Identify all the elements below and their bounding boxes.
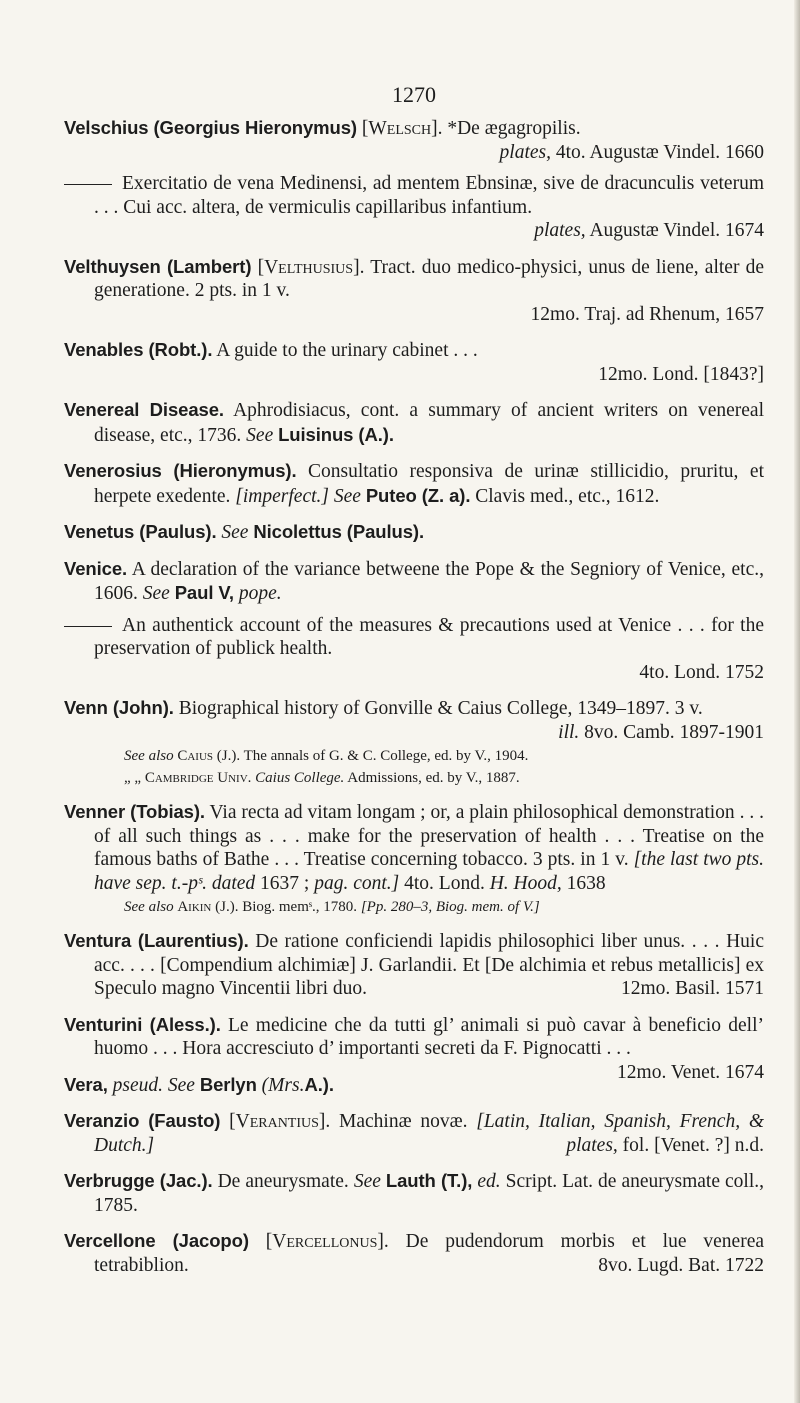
headword: Ventura (Laurentius). xyxy=(64,930,249,951)
entry-venables: Venables (Robt.). A guide to the urinary cabinet . . . 12mo. Lond. [1843?] xyxy=(64,339,764,385)
see-also-note: See also Aikin (J.). Biog. memˢ., 1780. [Pp. 280–3, Biog. mem. of V.] xyxy=(124,899,540,915)
ditto-dash xyxy=(64,626,112,627)
headword: Velschius (Georgius Hieronymus) xyxy=(64,117,357,138)
headword: Vera, xyxy=(64,1073,108,1095)
entry-venturini: Venturini (Aless.). Le medicine che da tutti gl’ animali si può cavar à beneficio dell’ huomo . . . Hora accresciuto d’ importanti secreti da F. Pignocatti . . . 12mo. Venet. 1674 xyxy=(64,1013,764,1083)
entry-venereal-disease: Venereal Disease. Aphrodisiacus, cont. a summary of ancient writers on venereal disease, etc., 1736. See Luisinus (A.). xyxy=(64,399,764,446)
entry-venice-authentick-account: An authentick account of the measures & precautions used at Venice . . . for the preservation of publick health. 4to. Lond. 1752 xyxy=(64,614,764,685)
catalogue-page xyxy=(64,0,764,1403)
imprint: ill. 8vo. Camb. 1897-1901 xyxy=(558,721,764,743)
imprint: 12mo. Traj. ad Rhenum, 1657 xyxy=(530,303,764,325)
headword: Venereal Disease. xyxy=(64,399,224,420)
imprint: plates, fol. [Venet. ?] n.d. xyxy=(566,1134,764,1156)
entry-velschius: Velschius (Georgius Hieronymus) [Welsch]. *De ægagropilis. plates, 4to. Augustæ Vindel. 1660 xyxy=(64,117,764,163)
see-also-note: „ „ Cambridge Univ. Caius College. Admissions, ed. by V., 1887. xyxy=(124,770,520,786)
entry-venner: Venner (Tobias). Via recta ad vitam longam ; or, a plain philosophical demonstration . . . of all such things as . . . make for the preservation of health . . . Treatise on the famous baths of Bathe . . . Treatise concerning tobacco. 3 pts. in 1 v. [the last two pts. have sep. t.-pˢ. dated 1637 ; pag. cont.] 4to. Lond. H. Hood, 1638 See also Aikin (J.). Biog. memˢ., 1780. [Pp. 280–3, Biog. mem. of V.] xyxy=(64,801,765,915)
headword: Venner (Tobias). xyxy=(64,801,205,822)
cross-reference: Luisinus (A.). xyxy=(278,423,394,445)
headword: Verbrugge (Jac.). xyxy=(64,1170,213,1191)
entry-vera: Vera, pseud. See Berlyn (Mrs.A.). xyxy=(64,1073,334,1096)
imprint: 12mo. Basil. 1571 xyxy=(620,978,764,999)
imprint: 12mo. Lond. [1843?] xyxy=(598,363,764,385)
entry-verbrugge: Verbrugge (Jac.). De aneurysmate. See Lauth (T.), ed. Script. Lat. de aneurysmate coll., 1785. xyxy=(64,1170,765,1216)
cross-reference: Paul V, xyxy=(174,582,234,603)
entry-ventura: Ventura (Laurentius). De ratione conficiendi lapidis philosophici liber unus. . . . Huic acc. . . . [Compendium alchimiæ] J. Garlandii. Et [De alchimia et rebus metallicis] ex Speculo magno Vincentii libri duo. 12mo. Basil. 1571 xyxy=(64,930,765,999)
entry-vercellone: Vercellone (Jacopo) [Vercellonus]. De pudendorum morbis et lue venerea tetrabiblion. 8vo. Lugd. Bat. 1722 xyxy=(64,1230,764,1276)
headword: Venables (Robt.). xyxy=(64,339,213,360)
headword: Velthuysen (Lambert) xyxy=(64,255,252,277)
imprint: 8vo. Lugd. Bat. 1722 xyxy=(598,1254,764,1276)
entry-venetus: Venetus (Paulus). See Nicolettus (Paulus). xyxy=(64,521,425,543)
headword: Venice. xyxy=(64,557,128,579)
entry-velthuysen: Velthuysen (Lambert) [Velthusius]. Tract. duo medico-physici, unus de liene, alter de generatione. 2 pts. in 1 v. 12mo. Traj. ad Rhenum, 1657 xyxy=(64,255,764,325)
cross-reference: Berlyn xyxy=(199,1073,257,1095)
entry-venerosius: Venerosius (Hieronymus). Consultatio responsiva de urinæ stillicidio, pruritu, et herpete exedente. [imperfect.] See Puteo (Z. a). Clavis med., etc., 1612. xyxy=(64,460,764,507)
headword: Venetus (Paulus). xyxy=(64,521,217,542)
entry-list xyxy=(64,116,764,1289)
imprint: 12mo. Venet. 1674 xyxy=(617,1061,764,1083)
see-also-note: See also Caius (J.). The annals of G. & C. College, ed. by V., 1904. xyxy=(124,748,529,764)
imprint: 4to. Lond. 1752 xyxy=(639,661,764,683)
imprint: plates, 4to. Augustæ Vindel. 1660 xyxy=(499,141,764,163)
headword: Venn (John). xyxy=(64,697,174,718)
cross-reference: Lauth (T.), xyxy=(385,1170,473,1191)
ditto-dash xyxy=(64,184,112,185)
entry-velschius-exercitatio: Exercitatio de vena Medinensi, ad mentem Ebnsinæ, sive de dracunculis veterum . . . Cui acc. altera, de vermiculis capillaribus infantium. plates, Augustæ Vindel. 1674 xyxy=(64,172,764,243)
headword: Venerosius (Hieronymus). xyxy=(64,460,297,481)
cross-reference: Puteo (Z. a). xyxy=(365,484,471,506)
headword: Vercellone (Jacopo) xyxy=(64,1230,249,1251)
headword: Venturini (Aless.). xyxy=(64,1013,221,1035)
cross-reference: Nicolettus (Paulus). xyxy=(253,521,425,542)
page-edge-shadow xyxy=(794,0,800,1403)
entry-veranzio: Veranzio (Fausto) [Verantius]. Machinæ novæ. [Latin, Italian, Spanish, French, & Dutch.] plates, fol. [Venet. ?] n.d. xyxy=(64,1110,764,1156)
imprint: plates, Augustæ Vindel. 1674 xyxy=(534,220,764,241)
entry-venice: Venice. A declaration of the variance betweene the Pope & the Segniory of Venice, etc., 1606. See Paul V, pope. xyxy=(64,557,764,604)
headword: Veranzio (Fausto) xyxy=(64,1110,221,1131)
page-number: 1270 xyxy=(392,82,436,107)
entry-venn: Venn (John). Biographical history of Gonville & Caius College, 1349–1897. 3 v. ill. 8vo. Camb. 1897-1901 See also Caius (J.). The annals of G. & C. College, ed. by V., 1904. „ „ Cambridge Univ. Caius College. Admissions, ed. by V., 1887. xyxy=(64,697,764,786)
